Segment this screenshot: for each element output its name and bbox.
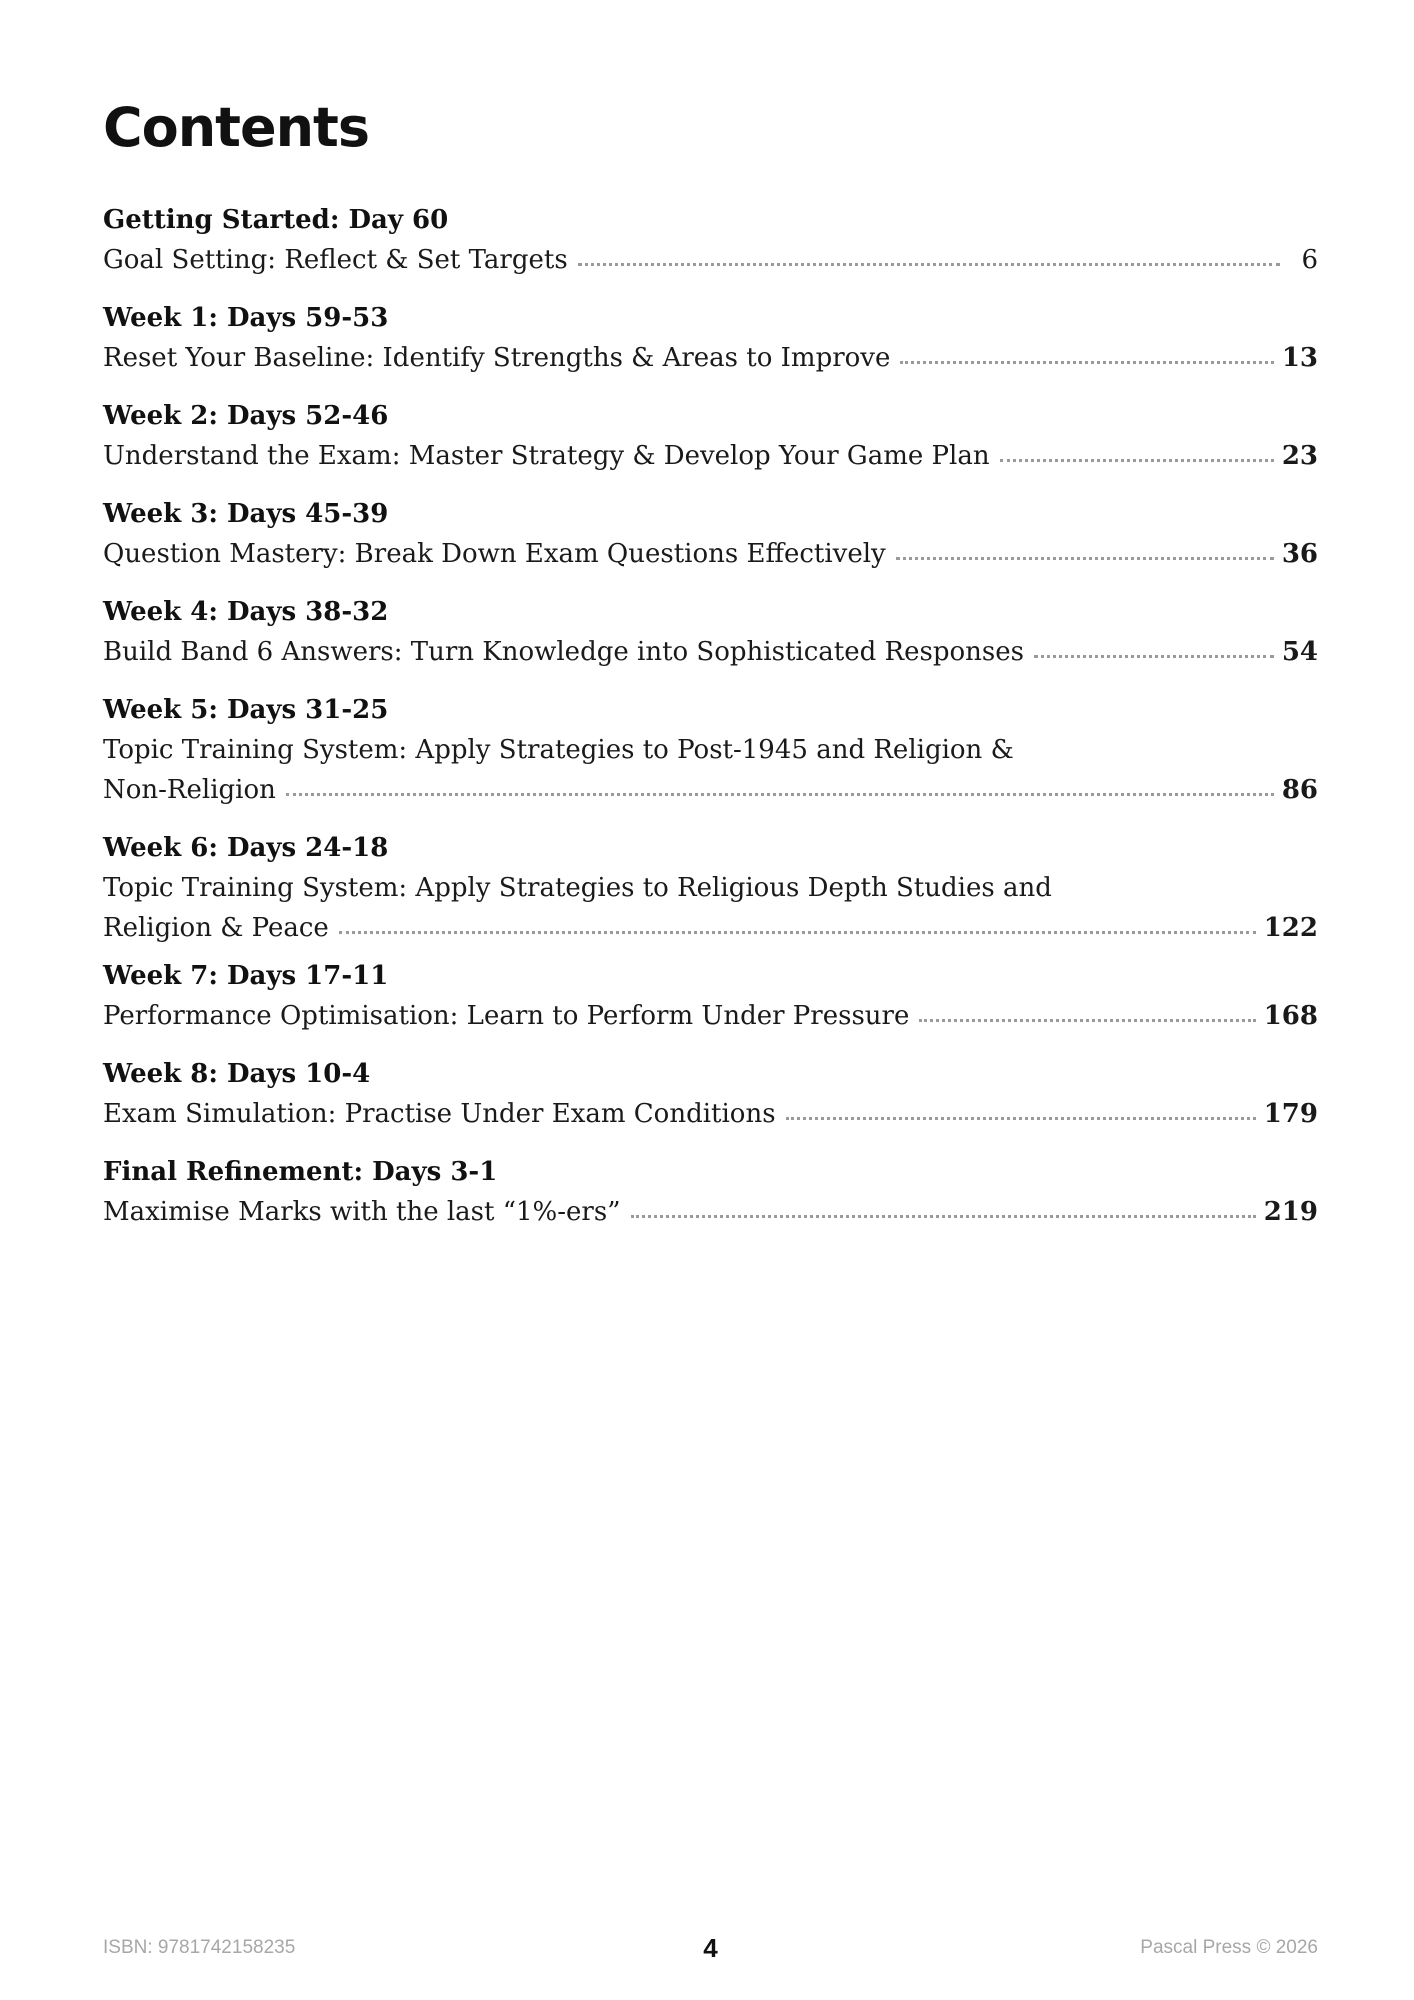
toc-section-week-6 — [103, 828, 1318, 948]
page-number: 6 — [1301, 245, 1318, 275]
entry-title-line-1: Topic Training System: Apply Strategies to Post-1945 and Religion & — [103, 735, 1014, 765]
section-heading: Week 1: Days 59-53 — [103, 303, 389, 333]
toc-section-week-8 — [103, 1054, 1318, 1134]
section-heading: Week 6: Days 24-18 — [103, 833, 389, 863]
toc-entry-link[interactable] — [103, 632, 1318, 672]
section-heading: Week 5: Days 31-25 — [103, 695, 389, 725]
page-number: 13 — [1281, 343, 1318, 373]
toc-entry-link[interactable] — [103, 1192, 1318, 1232]
toc-entry-link[interactable] — [103, 436, 1318, 476]
page-number: 36 — [1281, 539, 1318, 569]
dot-leader — [786, 1117, 1256, 1120]
footer-page-number: 4 — [703, 1933, 718, 1963]
entry-title: Question Mastery: Break Down Exam Questions Effectively — [103, 539, 886, 569]
dot-leader — [286, 793, 1274, 796]
entry-title: Maximise Marks with the last “1%-ers” — [103, 1197, 621, 1227]
dot-leader — [339, 931, 1256, 934]
copyright-text: Pascal Press © 2026 — [1140, 1937, 1318, 1958]
page-title: Contents — [103, 96, 370, 159]
section-heading: Getting Started: Day 60 — [103, 205, 449, 235]
toc-section-week-3 — [103, 494, 1318, 574]
toc-entry-link[interactable] — [103, 240, 1318, 280]
toc-section-week-4 — [103, 592, 1318, 672]
section-heading: Week 3: Days 45-39 — [103, 499, 389, 529]
dot-leader — [1000, 459, 1274, 462]
entry-title: Performance Optimisation: Learn to Perform Under Pressure — [103, 1001, 910, 1031]
dot-leader — [919, 1019, 1255, 1022]
dot-leader — [631, 1215, 1256, 1218]
entry-title: Exam Simulation: Practise Under Exam Conditions — [103, 1099, 776, 1129]
page-number: 219 — [1263, 1197, 1318, 1227]
dot-leader — [896, 557, 1274, 560]
page-footer — [103, 1933, 1318, 1965]
section-heading: Final Refinement: Days 3-1 — [103, 1157, 498, 1187]
dot-leader — [1034, 655, 1274, 658]
isbn-text: ISBN: 9781742158235 — [103, 1937, 296, 1958]
toc-section-week-7 — [103, 956, 1318, 1036]
entry-title: Goal Setting: Reflect & Set Targets — [103, 245, 568, 275]
toc-entry-link[interactable] — [103, 996, 1318, 1036]
entry-title-line-2: Religion & Peace — [103, 913, 329, 943]
entry-title: Build Band 6 Answers: Turn Knowledge into Sophisticated Responses — [103, 637, 1024, 667]
toc-section-week-1 — [103, 298, 1318, 378]
toc-section-getting-started — [103, 200, 1318, 280]
section-heading: Week 4: Days 38-32 — [103, 597, 389, 627]
toc-entry-link[interactable] — [103, 338, 1318, 378]
toc-entry-link[interactable] — [103, 770, 1318, 810]
section-heading: Week 2: Days 52-46 — [103, 401, 389, 431]
page-number: 23 — [1281, 441, 1318, 471]
page-number: 122 — [1263, 913, 1318, 943]
toc-entry-link[interactable] — [103, 908, 1318, 948]
page-number: 179 — [1263, 1099, 1318, 1129]
toc-section-week-5 — [103, 690, 1318, 810]
toc-section-final-refinement — [103, 1152, 1318, 1232]
entry-title: Understand the Exam: Master Strategy & Develop Your Game Plan — [103, 441, 990, 471]
dot-leader — [900, 361, 1273, 364]
page-number: 54 — [1281, 637, 1318, 667]
section-heading: Week 8: Days 10-4 — [103, 1059, 371, 1089]
entry-title-line-1: Topic Training System: Apply Strategies to Religious Depth Studies and — [103, 873, 1052, 903]
toc-section-week-2 — [103, 396, 1318, 476]
table-of-contents — [103, 200, 1318, 1250]
entry-title-line-2: Non-Religion — [103, 775, 276, 805]
dot-leader — [578, 263, 1280, 266]
entry-title: Reset Your Baseline: Identify Strengths & Areas to Improve — [103, 343, 891, 373]
page-number: 86 — [1281, 775, 1318, 805]
toc-entry-link[interactable] — [103, 1094, 1318, 1134]
toc-entry-link[interactable] — [103, 534, 1318, 574]
page-number: 168 — [1263, 1001, 1318, 1031]
section-heading: Week 7: Days 17-11 — [103, 961, 389, 991]
